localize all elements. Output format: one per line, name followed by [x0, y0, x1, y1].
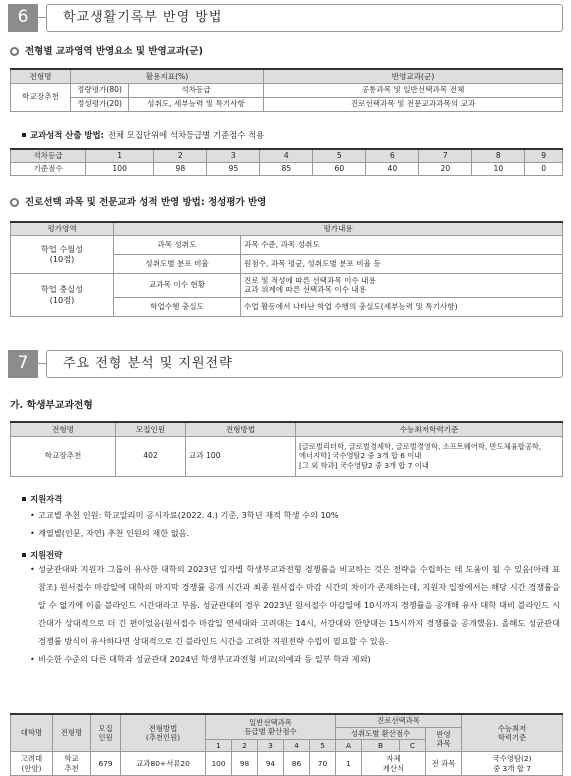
cell: 교과 100 — [186, 436, 296, 476]
cell: 공통과목 및 일반선택과목 전체 — [264, 83, 563, 97]
cell: 학교장추천 — [11, 436, 116, 476]
cell: 9 — [525, 149, 563, 162]
cell: [글로벌리더학, 글로벌경제학, 글로벌경영학, 소프트웨어학, 반도체융합공학, 에너지학] 국수영탐2 중 3개 합 6 이내 [그 외 학과] 국수영탐2 중 3개 합 7 이내 — [296, 436, 563, 476]
cell: 원점수, 과목 평균, 성취도별 분포 비율 등 — [241, 254, 563, 273]
col-header: C — [400, 739, 426, 751]
cell: 성취도별 분포 비율 — [114, 254, 241, 273]
cell: 교과80+서류20 — [121, 752, 206, 776]
grade-score-table — [10, 148, 563, 176]
cell: 3 — [207, 149, 260, 162]
col-header: 평가영역 — [11, 222, 114, 235]
square-bullet-icon — [22, 553, 26, 557]
col-header: 활용지표(%) — [71, 69, 264, 83]
cell: 진로 및 적성에 따른 선택과목 이수 내용 교과 위계에 따른 선택과목 이수 내용 — [241, 273, 563, 297]
cell: 95 — [207, 162, 260, 175]
cell: 20 — [419, 162, 472, 175]
col-header: 전형방법 — [186, 422, 296, 436]
strategy-list — [30, 560, 560, 668]
cell: 70 — [310, 752, 336, 776]
cell: 학교 추천 — [53, 752, 91, 776]
col-header: 전형명 — [53, 714, 91, 752]
cell: 수업 활동에서 나타난 학업 수행의 충실도(세부능력 및 특기사항) — [241, 297, 563, 316]
col-header: 평가내용 — [114, 222, 563, 235]
square-bullet-icon — [22, 497, 26, 501]
reflection-table — [10, 68, 563, 112]
cell: 60 — [313, 162, 366, 175]
section-number: 6 — [8, 4, 38, 32]
calc-method: 교과성적 산출 방법: 전체 모집단위에 석차등급별 기준점수 적용 — [22, 130, 264, 141]
cell: 1 — [336, 752, 362, 776]
cell: 679 — [91, 752, 121, 776]
col-header: 대학명 — [11, 714, 53, 752]
cell: 5 — [313, 149, 366, 162]
cell: 전 과목 — [426, 752, 462, 776]
col-header: 전형방법 (추천인원) — [121, 714, 206, 752]
cell: 학교장추천 — [11, 83, 71, 111]
cell: 98 — [232, 752, 258, 776]
cell: 100 — [206, 752, 232, 776]
cell: 94 — [258, 752, 284, 776]
bullet-eligibility: 지원자격 — [22, 494, 62, 505]
col-header: 모집 인원 — [91, 714, 121, 752]
square-bullet-icon — [22, 133, 26, 137]
cell: 86 — [284, 752, 310, 776]
section-7-header — [8, 350, 563, 378]
col-header: 수능최저 학력기준 — [462, 714, 563, 752]
section-title: 주요 전형 분석 및 지원전략 — [46, 350, 563, 378]
cell: 4 — [260, 149, 313, 162]
cell: 7 — [419, 149, 472, 162]
subsection-title: 가. 학생부교과전형 — [10, 400, 93, 411]
col-header: B — [362, 739, 400, 751]
cell: 교과목 이수 현황 — [114, 273, 241, 297]
cell: 8 — [472, 149, 525, 162]
col-header: A — [336, 739, 362, 751]
bullet-strategy: 지원전략 — [22, 550, 62, 561]
col-header: 반영 과목 — [426, 727, 462, 752]
section-number: 7 — [8, 350, 38, 378]
section-6-header — [8, 4, 563, 32]
col-header: 반영교과(군) — [264, 69, 563, 83]
col-header: 5 — [310, 739, 336, 751]
cell: 10 — [472, 162, 525, 175]
connector-line — [38, 17, 46, 18]
col-header: 2 — [232, 739, 258, 751]
cell: 98 — [154, 162, 207, 175]
section-title: 학교생활기록부 반영 방법 — [46, 4, 563, 32]
cell: 학업 수월성 (10점) — [11, 235, 114, 273]
list-item: • 성균관대와 지원자 그룹이 유사한 대학의 2023년 입자별 학생부교과전형 경쟁률을 비교하는 것은 전략을 수립하는 데 도움이 될 수 있음(아래 표 참조) 원서접수 마감일에 대학의 마지막 경쟁률 공개 시간과 최종 원서접수 마감 시간의 차이가 존재하는데, 지원자 입장에서는 해당 시간 경쟁률을 알 수 없기에 이를 블라인드 시간대라고 부름. 성균관대의 경우 2023년 원서접수 마감일에 10시까지 경쟁률을 공개해 유사 대학 대비 블라인드 시간대가 상대적으로 더 긴 편이었음(원서접수 마감일 연세대와 고려대는 14시, 서강대와 한양대는 15시까지 경쟁률을 공개했음). 올해도 성균관대 경쟁률 방식이 유사하다면 상대적으로 긴 블라인드 시간을 고려한 지원전략 수립이 필요할 수 있음. — [30, 560, 560, 650]
cell: 학업수행 충실도 — [114, 297, 241, 316]
cell: 고려대 (안암) — [11, 752, 53, 776]
cell: 0 — [525, 162, 563, 175]
evaluation-table — [10, 221, 563, 317]
cell: 정량평가(80) — [71, 83, 129, 97]
admission-table — [10, 421, 563, 477]
col-header: 성취도별 환산점수 — [336, 727, 426, 739]
cell: 자체 계산식 — [362, 752, 426, 776]
col-header: 1 — [206, 739, 232, 751]
cell: 402 — [116, 436, 186, 476]
cell: 2 — [154, 149, 207, 162]
cell: 석차등급 — [11, 149, 86, 162]
cell: 85 — [260, 162, 313, 175]
cell: 40 — [366, 162, 419, 175]
cell: 국수영탐(2) 중 3개 합 7 — [462, 752, 563, 776]
cell: 석차등급 — [129, 83, 264, 97]
cell: 100 — [86, 162, 154, 175]
cell: 정성평가(20) — [71, 97, 129, 111]
subheading-reflection: 전형별 교과영역 반영요소 및 반영교과(군) — [10, 46, 203, 58]
circle-bullet-icon — [10, 47, 19, 56]
cell: 1 — [86, 149, 154, 162]
col-header: 전형명 — [11, 422, 116, 436]
list-item: • 고교별 추천 인원: 학교알리미 공시자료(2022. 4.) 기준, 3학년 재적 학생 수의 10% — [30, 506, 560, 524]
connector-line — [38, 363, 46, 364]
cell: 6 — [366, 149, 419, 162]
circle-bullet-icon — [10, 198, 19, 207]
col-header: 수능최저학력기준 — [296, 422, 563, 436]
list-item: • 비슷한 수준의 다른 대학과 성균관대 2024년 학생부교과전형 비교(의예과 등 일부 학과 제외) — [30, 650, 560, 668]
col-header: 일반선택과목 등급별 환산점수 — [206, 714, 336, 739]
eligibility-list — [30, 506, 560, 542]
cell: 진로선택과목 및 전문교과과목의 교과 — [264, 97, 563, 111]
comparison-table — [10, 713, 563, 776]
cell: 성취도, 세부능력 및 특기사항 — [129, 97, 264, 111]
cell: 과목 수준, 과목 성취도 — [241, 235, 563, 254]
col-header: 진로선택과목 — [336, 714, 462, 727]
col-header: 전형명 — [11, 69, 71, 83]
cell: 과목 성취도 — [114, 235, 241, 254]
list-item: • 계열별(인문, 자연) 추천 인원의 제한 없음. — [30, 524, 560, 542]
cell: 기준점수 — [11, 162, 86, 175]
col-header: 4 — [284, 739, 310, 751]
col-header: 모집인원 — [116, 422, 186, 436]
col-header: 3 — [258, 739, 284, 751]
cell: 학업 충실성 (10점) — [11, 273, 114, 316]
subheading-career: 진로선택 과목 및 전문교과 성적 반영 방법: 정성평가 반영 — [10, 197, 266, 209]
